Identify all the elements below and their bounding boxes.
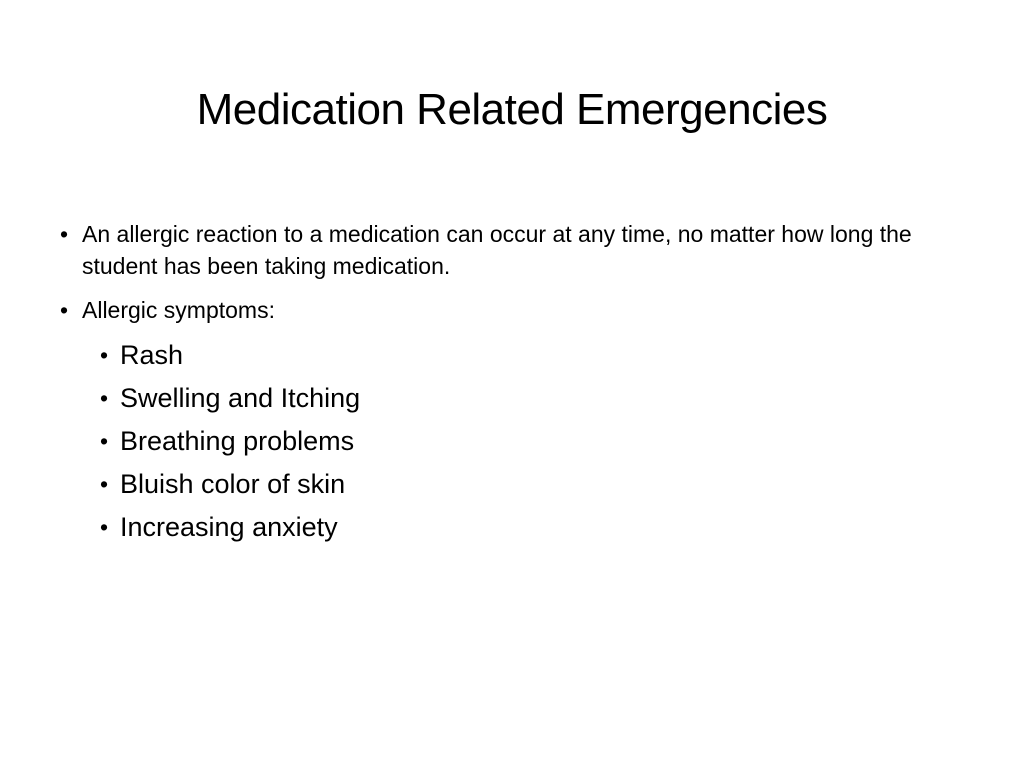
bullet-dot-icon: • [100,428,109,454]
bullet-dot-icon: • [60,221,69,247]
bullet-item [56,218,956,282]
sub-bullet-item [56,424,956,458]
bullet-dot-icon: • [100,385,109,411]
bullet-item [56,294,956,326]
bullet-dot-icon: • [100,342,109,368]
bullet-dot-icon: • [100,514,109,540]
slide-body [56,218,956,553]
slide-title: Medication Related Emergencies [196,85,828,134]
sub-bullet-item [56,510,956,544]
sub-bullet-item [56,381,956,415]
bullet-dot-icon: • [60,297,69,323]
bullet-dot-icon: • [100,471,109,497]
sub-bullet-text: Breathing problems [120,426,355,456]
sub-bullet-text: Increasing anxiety [120,512,338,542]
sub-bullet-text: Bluish color of skin [120,469,346,499]
sub-bullet-item [56,467,956,501]
sub-bullet-list [56,338,956,544]
sub-bullet-text: Rash [120,340,184,370]
bullet-text: An allergic reaction to a medication can occur at any time, no matter how long the student has been taking medication. [82,221,912,279]
bullet-text: Allergic symptoms: [82,297,275,323]
sub-bullet-item [56,338,956,372]
sub-bullet-text: Swelling and Itching [120,383,361,413]
